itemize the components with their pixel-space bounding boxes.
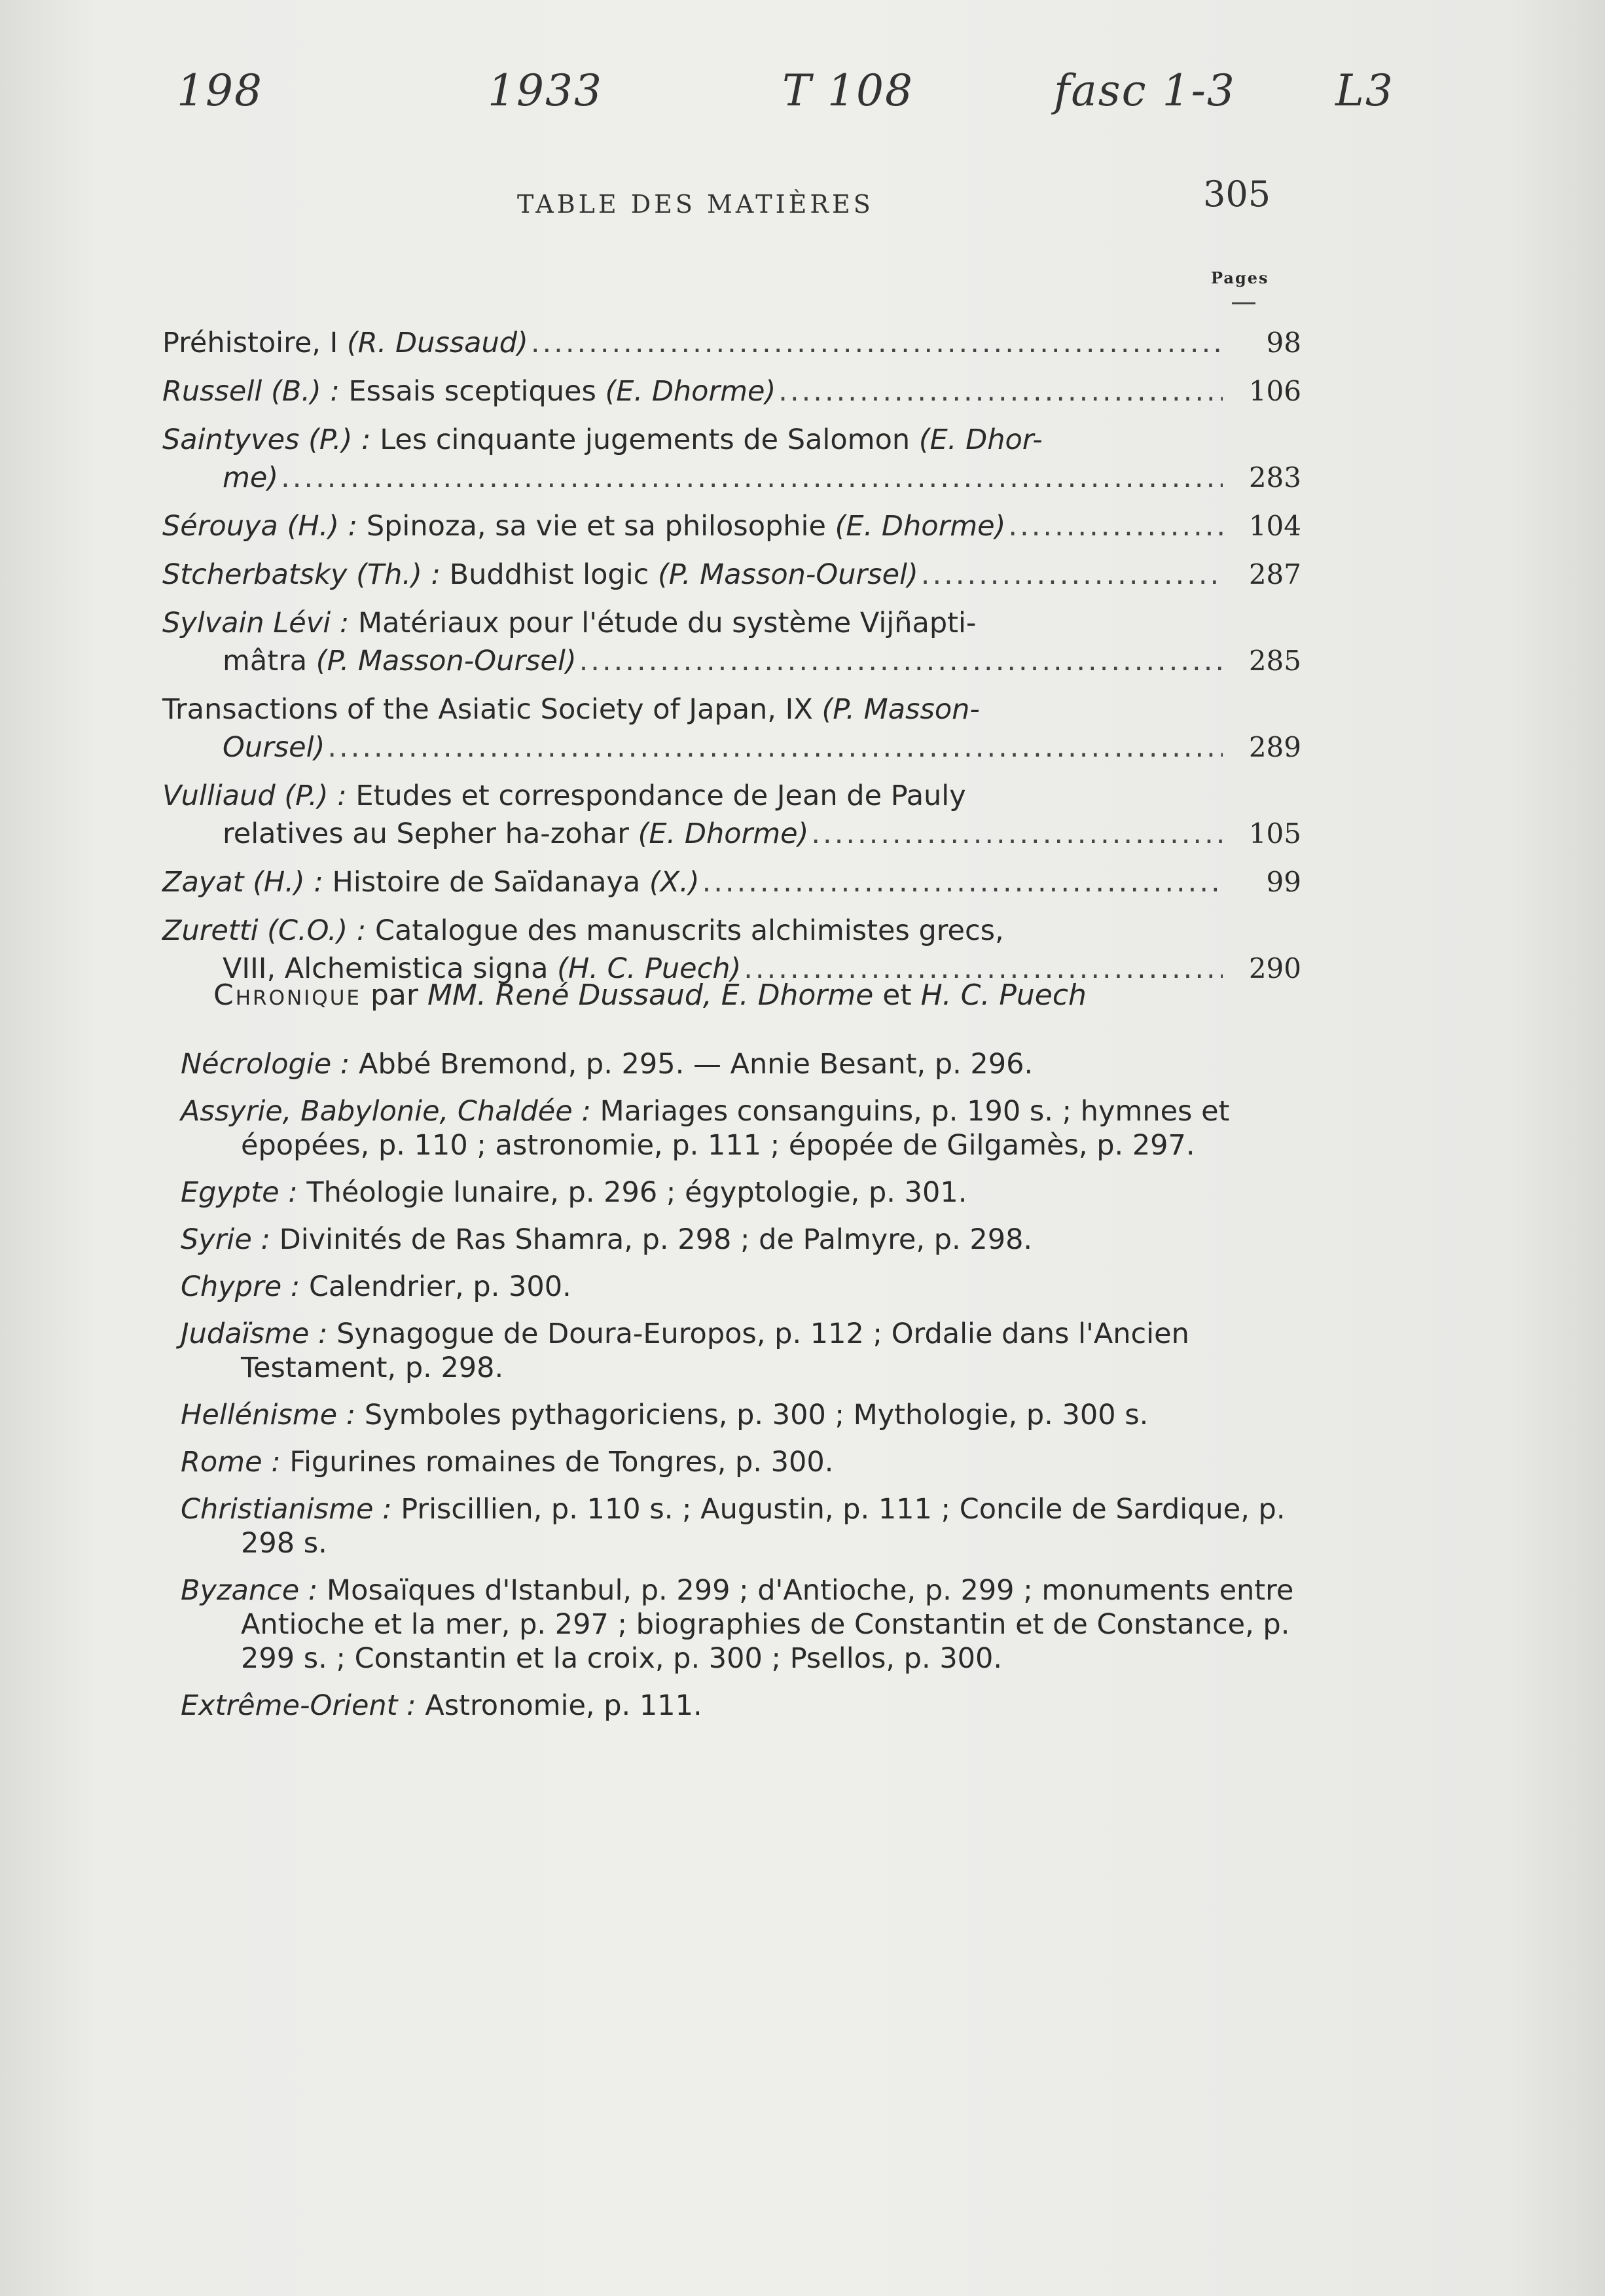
toc-page-number: 289 <box>1248 731 1301 763</box>
toc-text <box>162 372 776 410</box>
chronique-entry <box>181 1270 1307 1304</box>
dot-leader <box>811 815 1223 853</box>
handwritten-note: 1933 <box>488 65 603 116</box>
toc-page-number: 283 <box>1248 461 1301 493</box>
toc-author: Zayat (H.) : <box>162 866 333 899</box>
chronique-category: Nécrologie : <box>181 1048 359 1081</box>
chronique-category: Extrême-Orient : <box>181 1689 425 1722</box>
chronique-text: Abbé Bremond, p. 295. — Annie Besant, p. 296. <box>359 1048 1034 1081</box>
toc-text <box>223 642 577 680</box>
dot-leader <box>281 459 1223 497</box>
chronique-text: Divinités de Ras Shamra, p. 298 ; de Palmyre, p. 298. <box>279 1223 1033 1256</box>
toc-title: Etudes et correspondance de Jean de Pauly <box>355 780 966 812</box>
divider <box>1232 302 1255 304</box>
dot-leader <box>921 556 1223 594</box>
toc-reviewer: Oursel) <box>223 731 325 764</box>
chronique-entry <box>181 1445 1307 1479</box>
chronique-list <box>181 1047 1307 1736</box>
toc-page-number: 290 <box>1248 952 1301 984</box>
toc-entry <box>162 372 1301 410</box>
toc-reviewer: (P. Masson-Oursel) <box>657 558 918 591</box>
chronique-text: Calendrier, p. 300. <box>308 1270 571 1303</box>
chronique-entry <box>181 1689 1307 1723</box>
toc-entry <box>162 604 1301 680</box>
chronique-last-author: H. C. Puech <box>920 978 1087 1012</box>
toc-entry <box>162 324 1301 362</box>
toc-title: Préhistoire, I <box>162 327 347 359</box>
toc-text <box>162 863 700 901</box>
toc-reviewer: (E. Dhorme) <box>835 510 1006 543</box>
toc-text <box>223 459 278 497</box>
chronique-text: Mariages consanguins, p. 190 s. ; hymnes et épopées, p. 110 ; astronomie, p. 111 ; épopée de Gilgamès, p. 297. <box>241 1095 1230 1162</box>
chronique-entry <box>181 1317 1307 1385</box>
toc-page-number: 105 <box>1248 817 1301 850</box>
chronique-category: Assyrie, Babylonie, Chaldée : <box>181 1095 600 1128</box>
toc-line <box>162 459 1301 497</box>
dot-leader <box>702 863 1223 901</box>
chronique-category: Egypte : <box>181 1176 307 1209</box>
toc-line <box>162 863 1301 901</box>
toc-line <box>162 372 1301 410</box>
toc-line <box>162 691 1301 728</box>
chronique-text: Synagogue de Doura-Europos, p. 112 ; Ordalie dans l'Ancien Testament, p. 298. <box>241 1318 1189 1384</box>
dot-leader <box>778 372 1223 410</box>
toc-text <box>162 604 976 642</box>
toc-reviewer: (E. Dhor- <box>918 423 1043 456</box>
toc-text <box>162 777 966 815</box>
toc-author: Russell (B.) : <box>162 375 349 408</box>
dot-leader <box>1008 507 1223 545</box>
chronique-text: Figurines romaines de Tongres, p. 300. <box>289 1446 834 1479</box>
toc-author: Sylvain Lévi : <box>162 607 358 639</box>
pages-column-label: Pages <box>1211 268 1269 287</box>
toc-reviewer: (P. Masson-Oursel) <box>316 645 577 677</box>
toc-page-number: 106 <box>1248 375 1301 407</box>
toc-reviewer: (H. C. Puech) <box>557 952 742 985</box>
toc-text <box>162 507 1005 545</box>
chronique-entry <box>181 1492 1307 1560</box>
toc-title: Essais sceptiques <box>348 375 605 408</box>
table-of-contents <box>162 324 1301 998</box>
toc-page-number: 285 <box>1248 645 1301 677</box>
toc-author: Sérouya (H.) : <box>162 510 367 543</box>
toc-line <box>162 912 1301 950</box>
chronique-text: Astronomie, p. 111. <box>425 1689 702 1722</box>
toc-text <box>162 324 528 362</box>
toc-text <box>223 728 325 766</box>
toc-line <box>162 604 1301 642</box>
toc-line <box>162 507 1301 545</box>
chronique-text: Priscillien, p. 110 s. ; Augustin, p. 111 ; Concile de Sardique, p. 298 s. <box>241 1493 1286 1560</box>
chronique-entry <box>181 1047 1307 1081</box>
toc-reviewer: (R. Dussaud) <box>346 327 528 359</box>
toc-line <box>162 556 1301 594</box>
chronique-heading <box>213 978 1087 1012</box>
toc-title: relatives au Sepher ha-zohar <box>223 817 638 850</box>
toc-title: Catalogue des manuscrits alchimistes grecs, <box>375 914 1004 947</box>
toc-title: Transactions of the Asiatic Society of Japan, IX <box>162 693 822 726</box>
toc-entry <box>162 777 1301 853</box>
chronique-entry <box>181 1094 1307 1162</box>
toc-entry <box>162 421 1301 497</box>
chronique-category: Byzance : <box>181 1574 327 1607</box>
handwritten-note: fasc 1-3 <box>1054 65 1236 116</box>
dot-leader <box>579 642 1223 680</box>
toc-text <box>223 815 808 853</box>
page-number: 305 <box>1203 173 1271 215</box>
toc-reviewer: (X.) <box>649 866 700 899</box>
toc-line <box>162 421 1301 459</box>
toc-line <box>162 642 1301 680</box>
toc-author: Zuretti (C.O.) : <box>162 914 376 947</box>
chronique-text: Théologie lunaire, p. 296 ; égyptologie, p. 301. <box>306 1176 967 1209</box>
toc-entry <box>162 863 1301 901</box>
toc-entry <box>162 691 1301 766</box>
chronique-category: Judaïsme : <box>181 1318 337 1350</box>
toc-text <box>162 556 918 594</box>
toc-reviewer: me) <box>223 461 279 494</box>
chronique-category: Christianisme : <box>181 1493 401 1526</box>
toc-title: Buddhist logic <box>449 558 658 591</box>
chronique-label: Chronique <box>213 978 361 1012</box>
toc-entry <box>162 556 1301 594</box>
toc-text <box>162 421 1043 459</box>
chronique-text: Symboles pythagoriciens, p. 300 ; Mythologie, p. 300 s. <box>364 1399 1149 1431</box>
chronique-et: et <box>873 978 921 1012</box>
handwritten-note: T 108 <box>782 65 914 116</box>
handwritten-note: 198 <box>177 65 263 116</box>
toc-line <box>162 815 1301 853</box>
chronique-entry <box>181 1223 1307 1257</box>
toc-author: Saintyves (P.) : <box>162 423 380 456</box>
toc-entry <box>162 912 1301 988</box>
toc-text <box>162 912 1004 950</box>
toc-reviewer: (E. Dhorme) <box>605 375 776 408</box>
toc-title: mâtra <box>223 645 316 677</box>
toc-title: VIII, Alchemistica signa <box>223 952 558 985</box>
toc-entry <box>162 507 1301 545</box>
chronique-category: Hellénisme : <box>181 1399 365 1431</box>
toc-author: Vulliaud (P.) : <box>162 780 356 812</box>
chronique-authors: MM. René Dussaud, E. Dhorme <box>427 978 874 1012</box>
chronique-text: Mosaïques d'Istanbul, p. 299 ; d'Antioche, p. 299 ; monuments entre Antioche et la mer, p. 297 ; biographies de Constantin et de Constance, p. 299 s. ; Constantin et la croix, p. 300 ; Psellos, p. 300. <box>241 1574 1294 1675</box>
chronique-entry <box>181 1398 1307 1432</box>
handwritten-note: L3 <box>1335 65 1394 116</box>
chronique-category: Syrie : <box>181 1223 280 1256</box>
toc-title: Les cinquante jugements de Salomon <box>380 423 919 456</box>
toc-page-number: 98 <box>1266 327 1301 359</box>
running-title: TABLE DES MATIÈRES <box>517 190 874 219</box>
toc-line <box>162 324 1301 362</box>
toc-text <box>162 691 980 728</box>
toc-title: Spinoza, sa vie et sa philosophie <box>366 510 835 543</box>
dot-leader <box>327 728 1223 766</box>
chronique-entry <box>181 1573 1307 1676</box>
toc-reviewer: (P. Masson- <box>821 693 980 726</box>
chronique-par: par <box>361 978 427 1012</box>
toc-page-number: 104 <box>1248 510 1301 542</box>
toc-title: Matériaux pour l'étude du système Vijñapti- <box>357 607 977 639</box>
toc-line <box>162 777 1301 815</box>
toc-line <box>162 728 1301 766</box>
dot-leader <box>531 324 1223 362</box>
toc-author: Stcherbatsky (Th.) : <box>162 558 450 591</box>
toc-title: Histoire de Saïdanaya <box>332 866 649 899</box>
toc-reviewer: (E. Dhorme) <box>638 817 809 850</box>
chronique-category: Chypre : <box>181 1270 309 1303</box>
toc-page-number: 287 <box>1248 558 1301 590</box>
chronique-category: Rome : <box>181 1446 290 1479</box>
chronique-entry <box>181 1175 1307 1210</box>
toc-page-number: 99 <box>1266 866 1301 898</box>
